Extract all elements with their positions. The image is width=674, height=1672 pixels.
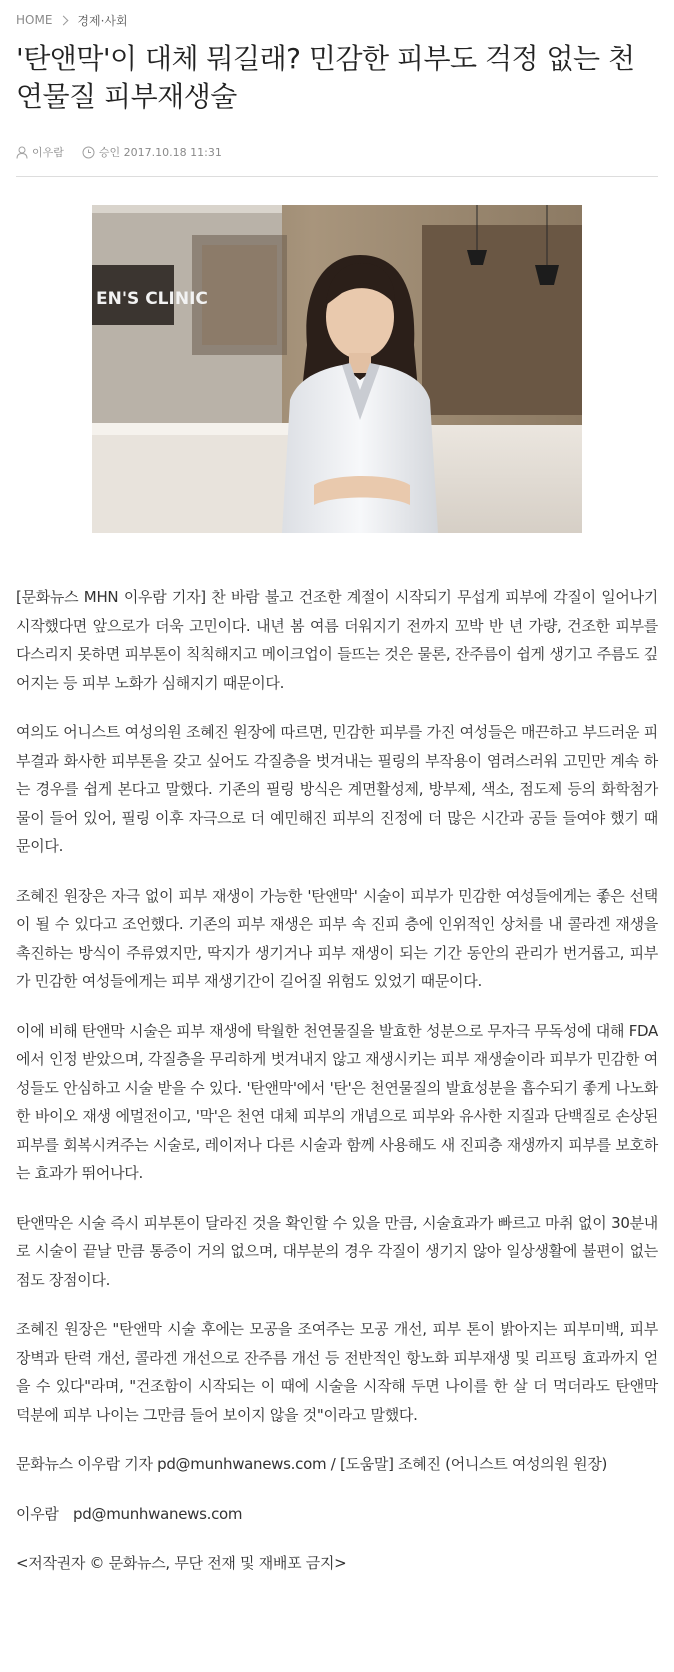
article-meta (16, 142, 658, 162)
approved-date: 승인 2017.10.18 11:31 (98, 146, 222, 159)
breadcrumb-section-link[interactable]: 경제·사회 (77, 13, 128, 28)
date-meta (82, 144, 222, 160)
article-photo (92, 205, 582, 533)
article-headline: '탄앤막'이 대체 뭐길래? 민감한 피부도 걱정 없는 천연물질 피부재생술 (16, 42, 635, 113)
copyright-notice: <저작권자 © 문화뉴스, 무단 전재 및 재배포 금지> (16, 1554, 347, 1572)
reporter-info (16, 1500, 658, 1529)
reporter-email-link[interactable]: pd@munhwanews.com (73, 1504, 243, 1523)
chevron-right-icon (59, 15, 69, 25)
article-paragraph: 조혜진 원장은 자극 없이 피부 재생이 가능한 '탄앤막' 시술이 피부가 민감한 여성들에게는 좋은 선택이 될 수 있다고 조언했다. 기존의 피부 재생은 피부 속 진피 층에 인위적인 상처를 내 콜라겐 재생을 촉진하는 방식이 주류였지만, 딱지가 생기거나 피부 재생이 되는 기간 동안의 관리가 번거롭고, 피부가 민감한 여성들에게는 피부 재생기간이 길어질 위험도 있었기 때문이다. (16, 886, 658, 990)
photo-container (16, 205, 658, 533)
clinic-sign-text: EN'S CLINIC (96, 289, 208, 309)
article-paragraph: 이에 비해 탄앤막 시술은 피부 재생에 탁월한 천연물질을 발효한 성분으로 무자극 무독성에 대해 FDA 에서 인정 받았으며, 각질층을 무리하게 벗겨내지 않고 재생시키는 피부 재생술이라 피부가 민감한 여성들도 안심하고 시술 받을 수 있다. '탄앤막'에서 '탄'은 천연물질의 발효성분을 흡수되기 좋게 나노화한 바이오 재생 에멀전이고, '막'은 천연 대체 피부의 개념으로 피부와 유사한 지질과 단백질로 손상된 피부를 회복시켜주는 시술로, 레이저나 다른 시술과 함께 사용해도 새 진피층 재생까지 피부를 보호하는 효과가 뛰어나다. (16, 1021, 658, 1182)
header-divider (16, 176, 658, 177)
clock-icon (82, 146, 95, 159)
author-meta (16, 144, 64, 160)
breadcrumb-home-link[interactable]: HOME (16, 13, 53, 27)
article-paragraph: [문화뉴스 MHN 이우람 기자] 찬 바람 불고 건조한 계절이 시작되기 무섭게 피부에 각질이 일어나기 시작했다면 앞으로가 더욱 고민이다. 내년 봄 여름 더워지기 전까지 꼬박 반 년 가량, 건조한 피부를 다스리지 못하면 피부톤이 칙칙해지고 메이크업이 들뜨는 것은 물론, 잔주름이 쉽게 생기고 주름도 깊어지는 등 피부 노화가 심해지기 때문이다. (16, 588, 658, 692)
article-paragraph: 조혜진 원장은 "탄앤막 시술 후에는 모공을 조여주는 모공 개선, 피부 톤이 밝아지는 피부미백, 피부 장벽과 탄력 개선, 콜라겐 개선으로 잔주름 개선 등 전반적인 항노화 피부재생 및 리프팅 효과까지 얻을 수 있다"라며, "건조함이 시작되는 이 때에 시술을 시작해 두면 나이를 한 살 더 먹더라도 탄앤막 덕분에 피부 나이는 그만큼 들어 보이지 않을 것"이라고 말했다. (16, 1320, 658, 1424)
reporter-name: 이우람 (16, 1504, 59, 1523)
author-name: 이우람 (32, 146, 64, 159)
article-paragraph: 탄앤막은 시술 즉시 피부톤이 달라진 것을 확인할 수 있을 만큼, 시술효과가 빠르고 마취 없이 30분내로 시술이 끝날 만큼 통증이 거의 없으며, 대부분의 경우 각질이 생기지 않아 일상생활에 불편이 없는 점도 장점이다. (16, 1213, 658, 1289)
article-byline: 문화뉴스 이우람 기자 pd@munhwanews.com / [도움말] 조혜진 (어니스트 여성의원 원장) (16, 1455, 608, 1473)
person-icon (16, 146, 28, 159)
article-body (16, 583, 658, 1578)
breadcrumb (16, 0, 658, 36)
article-paragraph: 여의도 어니스트 여성의원 조혜진 원장에 따르면, 민감한 피부를 가진 여성들은 매끈하고 부드러운 피부결과 화사한 피부톤을 갖고 싶어도 각질층을 벗겨내는 필링의 부작용이 염려스러워 고민만 계속 하는 경우를 쉽게 본다고 말했다. 기존의 필링 방식은 계면활성제, 방부제, 색소, 점도제 등의 화학첨가물이 들어 있어, 필링 이후 자극으로 더 예민해진 피부의 진정에 더 많은 시간과 공들 들여야 했기 때문이다. (16, 723, 658, 855)
